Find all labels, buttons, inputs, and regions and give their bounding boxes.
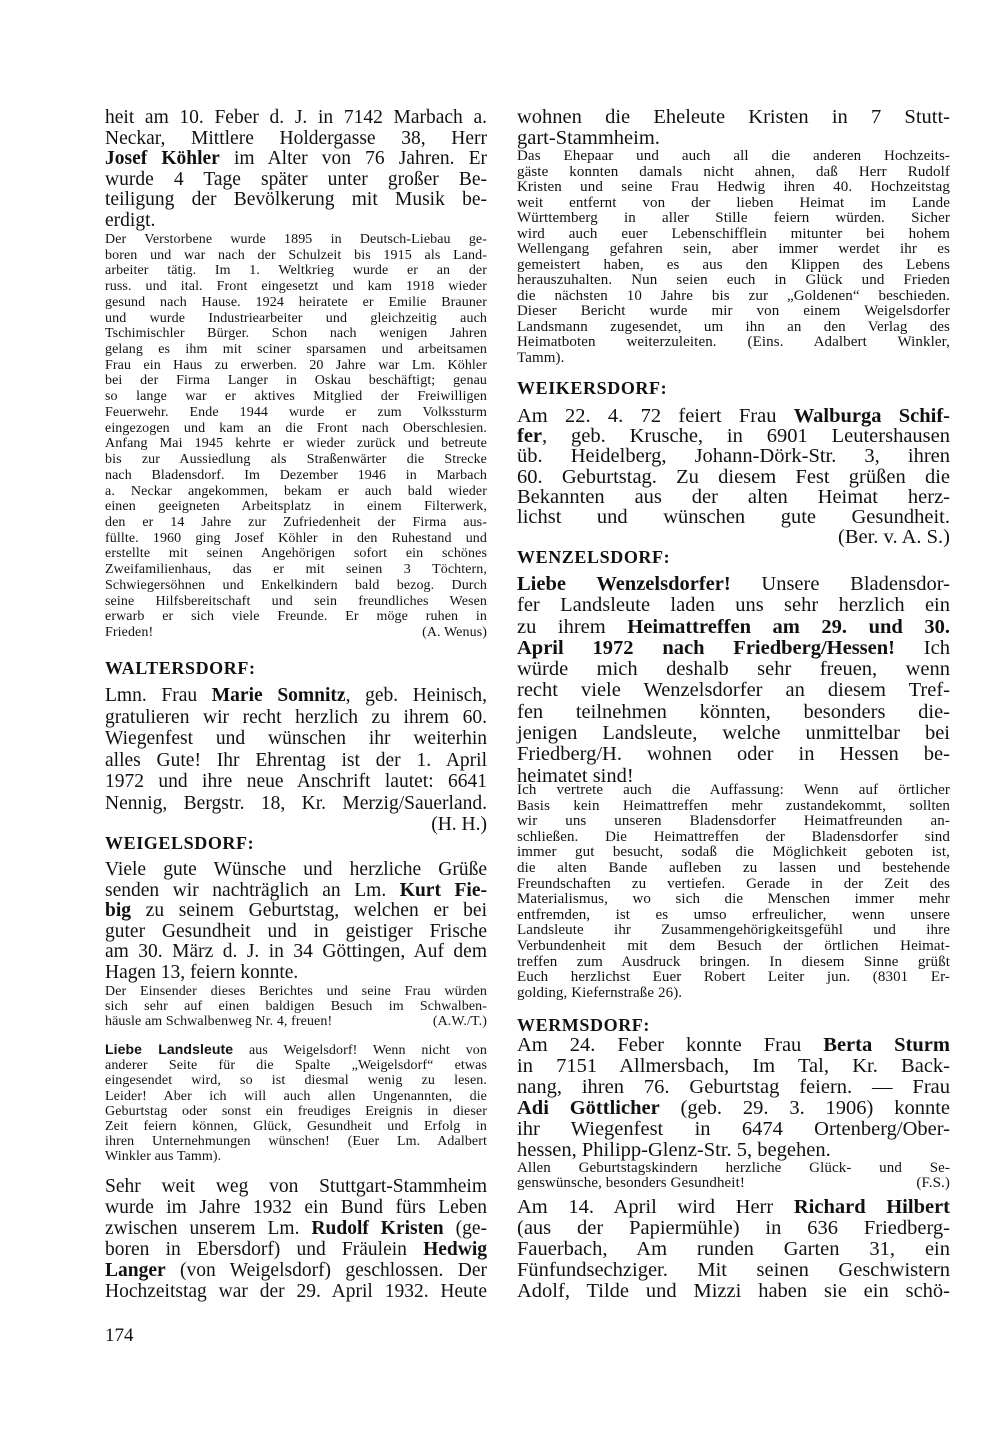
text-run: Zeit feiern können, Glück, Gesundheit und Erfolg in: [105, 1119, 487, 1135]
text-line: [105, 1176, 487, 1197]
text-line: [105, 546, 487, 562]
section-heading-wermsdorf: WERMSDORF:: [517, 1015, 650, 1035]
text-line: [105, 1042, 487, 1058]
text-run: aus Weigelsdorf! Wenn nicht von: [233, 1043, 487, 1058]
text-run: ihr Wiegenfest in 6474 Ortenberg/Ober-: [517, 1118, 950, 1140]
text-run: immer gut besucht, sodaß die Möglichkeit geboten ist,: [517, 844, 950, 861]
text-run: nang, ihren 76. Geburtstag feiern. — Frau: [517, 1076, 950, 1098]
text-line: [105, 373, 487, 389]
text-line: [517, 574, 950, 595]
text-run: ihren Unternehmungen wünschen! (Euer Lm. Adalbert: [105, 1134, 487, 1150]
bold-name: Richard Hilbert: [793, 1196, 950, 1218]
text-line: [517, 467, 950, 487]
bold-name: big: [105, 900, 132, 922]
paragraph-waltersdorf: [105, 685, 487, 836]
text-run: erstellte mit seinen Angehörigen sofort ein schönes: [105, 546, 487, 562]
text-line: [105, 685, 487, 707]
text-line: [105, 405, 487, 421]
text-run: Nennig, Bergstr. 18, Kr. Merzig/Sauerland.: [105, 792, 487, 814]
text-line: [105, 531, 487, 547]
text-run: Am 14. April wird Herr: [517, 1196, 794, 1218]
text-run: wurde 4 Tage später unter großer Be-: [105, 168, 487, 190]
text-run: wurde im Jahre 1932 ein Bund fürs Leben: [105, 1197, 487, 1218]
text-run: bei der Firma Langer in Oskau beschäftigt; genau: [105, 373, 487, 389]
text-line: [105, 342, 487, 358]
text-run: in 7151 Allmersbach, Im Tal, Kr. Back-: [517, 1055, 950, 1077]
bold-name: Liebe Landsleute: [105, 1041, 234, 1057]
text-line: [517, 446, 950, 466]
text-line: [517, 1161, 950, 1176]
text-line: [517, 351, 950, 367]
bold-name: Langer: [105, 1260, 166, 1281]
text-run: Frau ein Haus zu erwerben. 20 Jahre war Lm. Köhler: [105, 357, 487, 373]
text-line: [517, 426, 950, 446]
text-line: [517, 320, 950, 336]
text-line: [105, 625, 487, 641]
text-line: [517, 955, 950, 971]
text-run: Hagen 13, feiern konnte.: [105, 961, 299, 983]
text-run: Hochzeitstag war der 29. April 1932. Heute: [105, 1281, 487, 1302]
text-line: [105, 1134, 487, 1149]
bold-name: Rudolf Kristen: [311, 1218, 444, 1239]
text-run: Landsmann zugesendet, um ihn an den Verlag des: [517, 318, 950, 335]
paragraph-wedding-wishes: [517, 149, 950, 366]
text-line: [517, 923, 950, 939]
text-line: [517, 1056, 950, 1077]
text-line: [517, 304, 950, 320]
bold-name: Walburga Schif-: [793, 405, 950, 427]
bold-name: Hedwig: [423, 1239, 487, 1260]
bold-name: Josef Köhler: [105, 148, 220, 170]
text-run: schließen. Die Heimattreffen der Bladensdorfer sind: [517, 828, 950, 845]
text-run: Unsere Bladensdor-: [730, 573, 950, 595]
text-run: teiligung der Bevölkerung mit Musik be-: [105, 189, 487, 211]
text-line: [105, 922, 487, 943]
author-signature: (A.W./T.): [432, 1014, 487, 1029]
text-run: nach Bladensdorf. Im Dezember 1946 in Marbach: [105, 467, 487, 483]
text-line: [517, 1035, 950, 1056]
text-line: [517, 744, 950, 765]
text-line: [105, 279, 487, 295]
text-run: Euch herzlichst Euer Robert Leiter jun. (8301 Er-: [517, 969, 950, 986]
text-run: boren in Ebersdorf) und Fräulein: [105, 1239, 424, 1260]
text-run: gemeistert haben, es aus den Klippen des Lebens: [517, 256, 950, 273]
bold-name: fer: [517, 425, 543, 448]
text-run: Kristen und seine Frau Hedwig ihren 40. Hochzeitstag: [517, 179, 950, 195]
text-line: [517, 1077, 950, 1098]
text-line: [105, 484, 487, 500]
text-line: [517, 1140, 950, 1161]
text-run: senden wir nachträglich an Lm.: [105, 879, 400, 901]
text-line: [105, 609, 487, 625]
text-run: am 30. März d. J. in 34 Göttingen, Auf dem: [105, 941, 487, 963]
text-line: [517, 196, 950, 212]
text-line: [105, 578, 487, 594]
text-line: [517, 273, 950, 289]
text-run: wohnen die Eheleute Kristen in 7 Stutt-: [517, 106, 950, 128]
text-line: [105, 999, 487, 1014]
text-line: [105, 326, 487, 342]
text-run: eingezogen und kam an die Front nach Oberschlesien.: [105, 420, 487, 436]
text-line: [517, 227, 950, 243]
text-run: Anfang Mai 1945 kehrte er wieder zurück und betreute: [105, 436, 487, 452]
text-run: Dieser Bericht wurde mir von einem Weigelsdorfer: [517, 303, 950, 319]
section-heading-wenzelsdorf: WENZELSDORF:: [517, 547, 671, 567]
text-run: treffen zum Ausdruck bringen. In diesem Sinne grüßt: [517, 953, 950, 970]
text-run: (ge-: [443, 1218, 487, 1239]
text-run: 1972 und ihre neue Anschrift lautet: 6641: [105, 771, 487, 792]
text-run: würde mich deshalb sehr freuen, wenn: [517, 658, 950, 681]
text-line: [105, 129, 487, 150]
text-line: [517, 507, 950, 527]
text-line: [105, 1149, 487, 1164]
line-text: [105, 1014, 332, 1029]
text-run: Basis kein Heimattreffen mehr zustandekommt, sollten: [517, 797, 950, 814]
line-text: [517, 1176, 745, 1191]
text-line: [517, 487, 950, 507]
section-heading-weigelsdorf: WEIGELSDORF:: [105, 833, 255, 853]
section-heading-weikersdorf: WEIKERSDORF:: [517, 378, 668, 398]
text-line: [517, 939, 950, 955]
text-line: [105, 1197, 487, 1218]
text-run: golding, Kiefernstraße 26).: [517, 984, 683, 1001]
text-line: [517, 242, 950, 258]
paragraph-obituary-intro: [105, 108, 487, 232]
text-line: [105, 771, 487, 793]
text-line: [105, 515, 487, 531]
paragraph-weikersdorf: [517, 406, 950, 547]
paragraph-wedding-anniversary: [105, 1176, 487, 1302]
text-run: arbeiter tätig. Im 1. Weltkrieg wurde er an der: [105, 263, 487, 279]
text-line: [105, 901, 487, 922]
paragraph-weigelsdorf-greeting: [105, 1042, 487, 1165]
text-line: [517, 877, 950, 893]
bold-name: Adi Göttlicher: [517, 1097, 660, 1119]
text-line: [517, 1098, 950, 1119]
text-run: Geburtstag oder sonst ein freudiges Ereignis in dieser: [105, 1103, 487, 1119]
text-run: häusle am Schwalbenweg Nr. 4, freuen!: [105, 1014, 333, 1029]
page-number: 174: [105, 1325, 134, 1346]
bold-name: Liebe Wenzelsdorfer!: [517, 573, 731, 595]
paragraph-wenzelsdorf-opinion: [517, 783, 950, 1001]
text-line: [517, 1260, 950, 1281]
text-run: Frieden!: [105, 624, 154, 640]
text-line: [105, 963, 487, 984]
text-run: Allen Geburtstagskindern herzliche Glück- und Se-: [517, 1160, 950, 1176]
text-run: herauszuhalten. Nun seien euch in Glück und Frieden: [517, 272, 950, 288]
text-line: [105, 728, 487, 750]
paragraph-wermsdorf-birthdays: [517, 1035, 950, 1161]
text-line: [517, 211, 950, 227]
author-signature: (A. Wenus): [422, 624, 487, 640]
text-run: Ich vertrete auch die Auffassung: Wenn auf örtlicher: [517, 782, 950, 798]
text-run: Der Verstorbene wurde 1895 in Deutsch-Liebau ge-: [105, 232, 487, 247]
paragraph-weigelsdorf-birthday: [105, 860, 487, 984]
text-run: anderer Seite für die Spalte „Weigelsdorf“ etwas: [105, 1058, 487, 1074]
text-line: [105, 452, 487, 468]
text-run: Materialismus, wo sich die Menschen immer mehr: [517, 891, 950, 908]
text-run: Friedberg/H. wohnen oder in Hessen be-: [517, 743, 950, 766]
text-line: [517, 702, 950, 723]
text-run: Schwiegersöhnen und Enkelkindern bald bezog. Durch: [105, 577, 487, 593]
text-line: [517, 289, 950, 305]
text-run: sich sehr auf einen baldigen Besuch im Schwalben-: [105, 999, 487, 1014]
text-run: genswünsche, besonders Gesundheit!: [517, 1175, 745, 1191]
text-line: [105, 984, 487, 999]
text-run: Heimatboten weiterzuleiten. (Eins. Adalbert Winkler,: [517, 334, 950, 350]
text-line: [105, 1218, 487, 1239]
text-run: Winkler aus Tamm).: [105, 1149, 222, 1165]
text-line: [517, 527, 950, 547]
text-run: den er 14 Jahre zur Zufriedenheit der Firma aus-: [105, 514, 487, 530]
paragraph-wermsdorf-wishes: [517, 1161, 950, 1191]
line-text: [105, 625, 153, 641]
text-run: (von Weigelsdorf) geschlossen. Der: [165, 1260, 487, 1281]
text-line: [517, 1119, 950, 1140]
text-run: Ich: [894, 636, 950, 659]
text-line: [517, 1218, 950, 1239]
text-run: fer Landsleute laden uns sehr herzlich ein: [517, 594, 950, 617]
text-run: Württemberg in aller Stille feiern würden. Sicher: [517, 210, 950, 226]
bold-name: Marie Somnitz: [211, 685, 346, 706]
text-line: [517, 892, 950, 908]
text-line: [105, 1058, 487, 1073]
text-run: Viele gute Wünsche und herzliche Grüße: [105, 859, 487, 880]
text-run: Zweifamilienhaus, das er mit seinen 3 Töchtern,: [105, 562, 487, 578]
text-line: [105, 358, 487, 374]
text-run: die nächsten 10 Jahre bis zur „Goldenen“ beschieden.: [517, 287, 950, 304]
text-run: Feuerwehr. Ende 1944 wurde er zum Volkssturm: [105, 404, 487, 420]
text-line: [105, 248, 487, 264]
text-run: Sehr weit weg von Stuttgart-Stammheim: [105, 1176, 487, 1197]
text-run: hessen, Philipp-Glenz-Str. 5, begehen.: [517, 1139, 831, 1161]
text-run: jenigen Landsleute, welche unmittelbar bei: [517, 722, 950, 745]
text-line: [517, 1197, 950, 1218]
text-run: Bekannten aus der alten Heimat herz-: [517, 485, 950, 508]
text-line: [517, 180, 950, 196]
text-line: [517, 595, 950, 616]
text-line: [517, 149, 950, 165]
text-run: Am 22. 4. 72 feiert Frau: [517, 405, 794, 427]
text-line: [517, 814, 950, 830]
text-line: [105, 232, 487, 248]
text-line: [105, 1260, 487, 1281]
text-run: füllte. 1960 ging Josef Köhler in den Ruhestand und: [105, 530, 487, 546]
text-run: Tamm).: [517, 349, 565, 366]
text-line: [105, 389, 487, 405]
text-line: [517, 107, 950, 128]
bold-name: Berta Sturm: [823, 1034, 950, 1056]
text-run: einen geeigneten Arbeitsplatz in einem Filterwerk,: [105, 499, 487, 515]
text-run: zu seinem Geburtstag, welchen er bei: [131, 900, 487, 922]
author-signature: (H. H.): [431, 814, 487, 835]
text-line: [517, 783, 950, 799]
text-line: [517, 638, 950, 659]
text-run: alles Gute! Ihr Ehrentag ist der 1. April: [105, 749, 487, 771]
text-line: [105, 190, 487, 211]
text-line: [105, 311, 487, 327]
text-run: heimatet sind!: [517, 764, 634, 787]
text-run: Landsleute ihr Zusammengehörigkeitsgefühl und ihre: [517, 922, 950, 939]
text-line: [105, 707, 487, 729]
text-run: lichst und wünschen gute Gesundheit.: [517, 506, 950, 529]
text-run: boren und war nach der Schulzeit bis 1915 als Land-: [105, 247, 487, 263]
text-run: gesund nach Hause. 1924 heiratete er Emilie Brauner: [105, 294, 487, 310]
text-run: Das Ehepaar und auch all die anderen Hochzeits-: [517, 148, 950, 164]
text-line: [517, 1176, 950, 1191]
text-run: üb. Heidelberg, Johann-Dörk-Str. 3, ihren: [517, 445, 950, 468]
text-line: [105, 170, 487, 191]
text-run: , geb. Heinisch,: [345, 685, 487, 706]
text-run: Verbundenheit mit dem Besuch der örtlichen Heimat-: [517, 937, 950, 954]
text-run: Der Einsender dieses Berichtes und seine Frau würden: [105, 984, 487, 999]
text-run: a. Neckar angekommen, bekam er auch bald wieder: [105, 483, 487, 499]
text-line: [105, 1119, 487, 1134]
paragraph-weigelsdorf-sender: [105, 984, 487, 1029]
text-line: [517, 258, 950, 274]
text-line: [105, 468, 487, 484]
text-run: weit entfernt von der lieben Heimat im Lande: [517, 194, 950, 211]
text-run: entfremden, ist es umso erfreulicher, wenn unsere: [517, 906, 950, 923]
text-run: (geb. 29. 3. 1906) konnte: [659, 1097, 950, 1119]
text-run: erdigt.: [105, 209, 156, 231]
text-run: Leider! Aber ich will auch allen Ungenannten, die: [105, 1088, 487, 1104]
bold-name: Kurt Fie-: [399, 879, 488, 901]
text-run: gart-Stammheim.: [517, 127, 660, 149]
text-line: [105, 793, 487, 815]
text-line: [517, 830, 950, 846]
text-run: Lmn. Frau: [105, 685, 212, 706]
text-line: [517, 799, 950, 815]
author-signature: (F.S.): [916, 1175, 950, 1191]
text-line: [517, 165, 950, 181]
section-heading-waltersdorf: WALTERSDORF:: [105, 658, 256, 678]
text-line: [105, 942, 487, 963]
text-line: [105, 881, 487, 902]
text-line: [517, 723, 950, 744]
text-run: die alten Bande aufleben zu lassen und bestehende: [517, 859, 950, 876]
text-run: Freundschaften zu vertiefen. Gerade in der Zeit des: [517, 875, 950, 892]
text-run: erwarb er sich viele Freunde. Er möge ruhen in: [105, 609, 487, 625]
bold-name: April 1972 nach Friedberg/Hessen!: [517, 636, 895, 659]
text-run: (aus der Papiermühle) in 636 Friedberg-: [517, 1217, 950, 1239]
text-run: so lange war er aktives Mitglied der Freiwilligen: [105, 389, 487, 405]
text-run: recht viele Wenzelsdorfer an diesem Tref-: [517, 679, 950, 702]
text-line: [105, 436, 487, 452]
text-line: [105, 1089, 487, 1104]
bold-name: Heimattreffen am 29. und 30.: [627, 615, 950, 638]
text-line: [105, 1073, 487, 1088]
text-run: bis zur Aussiedlung als Straßenwärter die Strecke: [105, 452, 487, 468]
text-line: [105, 750, 487, 772]
text-run: wird auch euer Lebenschifflein mitunter bei hohem: [517, 225, 950, 242]
author-signature: (Ber. v. A. S.): [838, 526, 950, 549]
text-line: [105, 295, 487, 311]
text-line: [517, 335, 950, 351]
text-line: [105, 1104, 487, 1119]
text-line: [517, 970, 950, 986]
text-run: Fauerbach, Am runden Garten 31, ein: [517, 1238, 950, 1260]
text-line: [105, 562, 487, 578]
text-run: gäste konnten damals nicht ahnen, daß Herr Rudolf: [517, 163, 950, 180]
text-run: gelang es ihm mit sciner sparsamen und arbeitsamen: [105, 342, 487, 358]
text-line: [517, 128, 950, 149]
text-line: [517, 908, 950, 924]
text-line: [517, 680, 950, 701]
text-line: [517, 1239, 950, 1260]
text-run: gratulieren wir recht herzlich zu ihrem 60.: [105, 706, 487, 728]
text-run: Neckar, Mittlere Holdergasse 38, Herr: [105, 127, 487, 149]
text-run: Wiegenfest und wünschen ihr weiterhin: [105, 728, 487, 749]
text-line: [517, 861, 950, 877]
text-run: russ. und ital. Front eingesetzt und kam 1918 wieder: [105, 279, 487, 295]
text-line: [517, 617, 950, 638]
text-line: [105, 594, 487, 610]
text-line: [105, 1239, 487, 1260]
text-run: eingesendet wird, so ist diesmal wenig zu lesen.: [105, 1073, 487, 1089]
paragraph-wenzelsdorf-invitation: [517, 574, 950, 787]
text-run: fen teilnehmen könnten, besonders die-: [517, 700, 950, 723]
text-run: wir uns unseren Bladensdorfer Heimatfreunden an-: [517, 813, 950, 830]
text-line: [105, 211, 487, 232]
text-line: [105, 421, 487, 437]
text-run: 60. Geburtstag. Zu diesem Fest grüßen die: [517, 465, 950, 488]
text-line: [105, 1281, 487, 1302]
text-line: [517, 845, 950, 861]
text-run: Am 24. Feber konnte Frau: [517, 1034, 824, 1056]
text-run: und wurde Industriearbeiter und gleichzeitig auch: [105, 310, 487, 326]
text-line: [517, 986, 950, 1002]
text-run: Tschimischler Bürger. Schon nach wenigen Jahren: [105, 326, 487, 342]
text-line: [105, 263, 487, 279]
text-run: , geb. Krusche, in 6901 Leutershausen: [542, 425, 950, 448]
text-line: [517, 659, 950, 680]
text-run: Wellengang gefahren sein, aber immer werdet ihr es: [517, 241, 950, 257]
text-line: [105, 149, 487, 170]
text-line: [517, 406, 950, 426]
text-run: zu ihrem: [517, 615, 628, 638]
paragraph-wedding-continued: [517, 107, 950, 149]
text-run: guter Gesundheit und in geistiger Frische: [105, 920, 487, 942]
text-run: Adolf, Tilde und Mizzi haben sie ein schö-: [517, 1280, 950, 1302]
paragraph-wermsdorf-hilbert: [517, 1197, 950, 1302]
text-run: seine Hilfsbereitschaft und sein freundliches Wesen: [105, 593, 487, 609]
text-line: [105, 1014, 487, 1029]
text-line: [105, 499, 487, 515]
text-run: zwischen unserem Lm.: [105, 1218, 312, 1239]
paragraph-obituary-details: [105, 232, 487, 641]
text-run: heit am 10. Feber d. J. in 7142 Marbach a.: [105, 107, 487, 128]
text-line: [105, 108, 487, 129]
text-run: im Alter von 76 Jahren. Er: [219, 148, 487, 170]
text-line: [105, 860, 487, 881]
text-run: Fünfundsechziger. Mit seinen Geschwistern: [517, 1259, 950, 1281]
text-line: [517, 1281, 950, 1302]
